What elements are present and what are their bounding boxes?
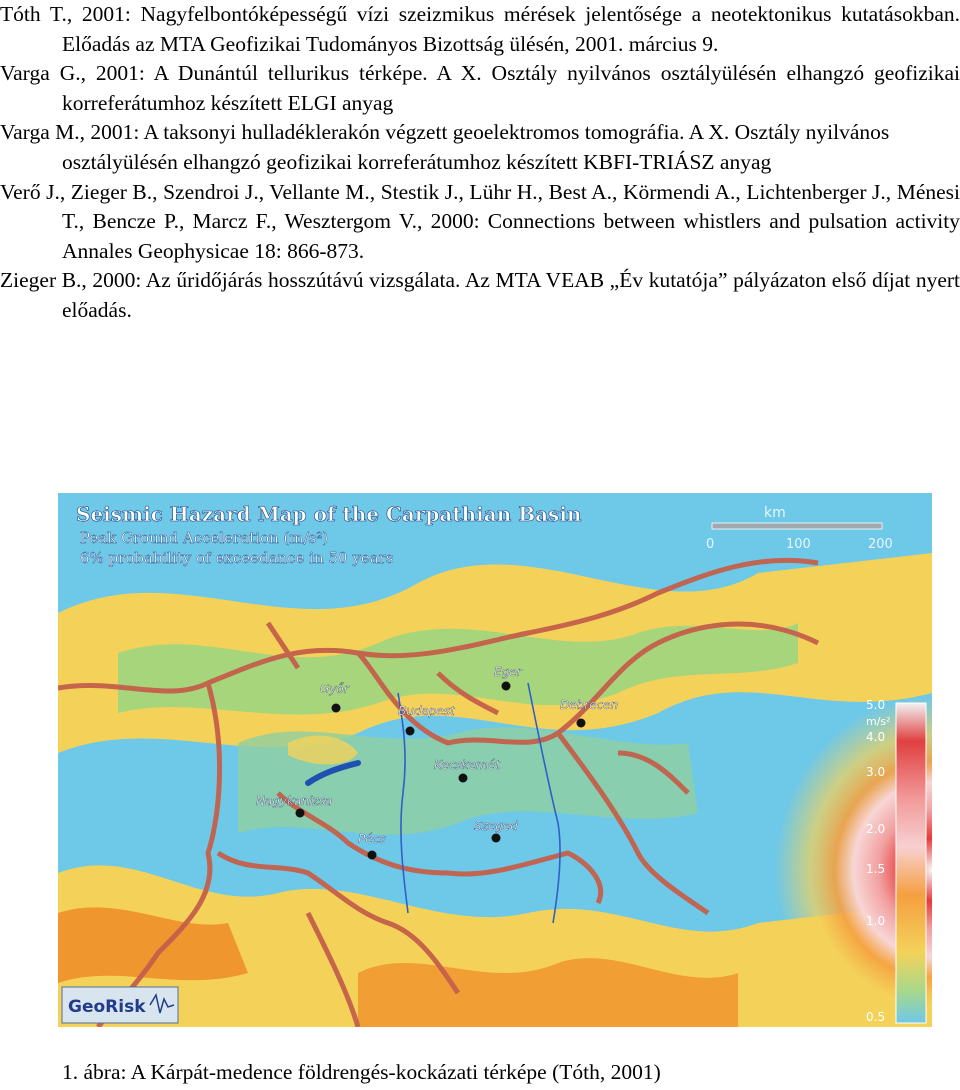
city-label-nagykanizsa: Nagykanizsa bbox=[256, 794, 333, 808]
legend-1-5: 1.5 bbox=[866, 862, 886, 876]
scale-tick-200: 200 bbox=[868, 537, 893, 552]
city-label-gyor: Győr bbox=[320, 682, 349, 696]
map-graphic bbox=[58, 493, 932, 1027]
city-label-debrecen: Debrecen bbox=[560, 698, 619, 712]
reference-list bbox=[0, 0, 960, 326]
georisk-logo bbox=[62, 987, 178, 1023]
city-dot-kecskemet bbox=[459, 774, 468, 783]
legend-0-5: 0.5 bbox=[866, 1010, 886, 1024]
city-dot-gyor bbox=[332, 704, 341, 713]
scale-tick-0: 0 bbox=[706, 537, 715, 552]
reference-varga-g: Varga G., 2001: A Dunántúl tellurikus térképe. A X. Osztály nyilvános osztályülésén elhangzó geofizikai korreferátumhoz készített ELGI anyag bbox=[0, 61, 960, 115]
reference-varga-m: Varga M., 2001: A taksonyi hulladéklerakón végzett geoelektromos tomográfia. A X. Osztály nyilvános osztályülésén elhangzó geofizikai korreferátumhoz készített KBFI-TRIÁSZ anyag bbox=[0, 120, 890, 174]
legend-2-0: 2.0 bbox=[866, 822, 886, 836]
city-dot-nagykanizsa bbox=[296, 809, 305, 818]
city-dot-pecs bbox=[368, 851, 377, 860]
legend-unit: m/s² bbox=[866, 715, 891, 728]
city-label-kecskemet: Kecskemét bbox=[434, 758, 500, 772]
city-label-pecs: Pécs bbox=[358, 832, 386, 846]
map-subtitle-2: 6% probability of exceedance in 50 years bbox=[80, 549, 394, 567]
legend-3-0: 3.0 bbox=[866, 765, 886, 779]
map-subtitle-1: Peak Ground Acceleration (m/s²) bbox=[80, 529, 329, 547]
legend-5-0: 5.0 bbox=[866, 698, 886, 712]
seismic-hazard-map bbox=[58, 493, 932, 1027]
legend-1-0: 1.0 bbox=[866, 914, 886, 928]
figure-caption: 1. ábra: A Kárpát-medence földrengés-kockázati térképe (Tóth, 2001) bbox=[62, 1060, 661, 1084]
legend-4-0: 4.0 bbox=[866, 730, 886, 744]
city-label-eger: Eger bbox=[494, 665, 522, 679]
scale-unit: km bbox=[764, 505, 786, 521]
reference-zieger: Zieger B., 2000: Az űridőjárás hosszútávú vizsgálata. Az MTA VEAB „Év kutatója” pályázaton első díjat nyert előadás. bbox=[0, 268, 960, 322]
city-dot-szeged bbox=[492, 834, 501, 843]
city-label-szeged: Szeged bbox=[474, 819, 518, 833]
city-label-budapest: Budapest bbox=[398, 704, 455, 718]
reference-toth: Tóth T., 2001: Nagyfelbontóképességű vízi szeizmikus mérések jelentősége a neotektonikus kutatásokban. Előadás az MTA Geofizikai Tudományos Bizottság ülésén, 2001. március 9. bbox=[0, 2, 960, 56]
city-dot-eger bbox=[502, 682, 511, 691]
city-dot-budapest bbox=[406, 727, 415, 736]
map-title: Seismic Hazard Map of the Carpathian Basin bbox=[76, 502, 582, 526]
scale-tick-100: 100 bbox=[786, 537, 811, 552]
reference-vero: Verő J., Zieger B., Szendroi J., Vellante M., Stestik J., Lühr H., Best A., Körmendi A., Lichtenberger J., Ménesi T., Bencze P., Marcz F., Wesztergom V., 2000: Connections between whistlers and pulsation activity Annales Geophysicae 18: 866-873. bbox=[0, 179, 960, 263]
city-dot-debrecen bbox=[577, 719, 586, 728]
logo-text: GeoRisk bbox=[68, 997, 146, 1017]
